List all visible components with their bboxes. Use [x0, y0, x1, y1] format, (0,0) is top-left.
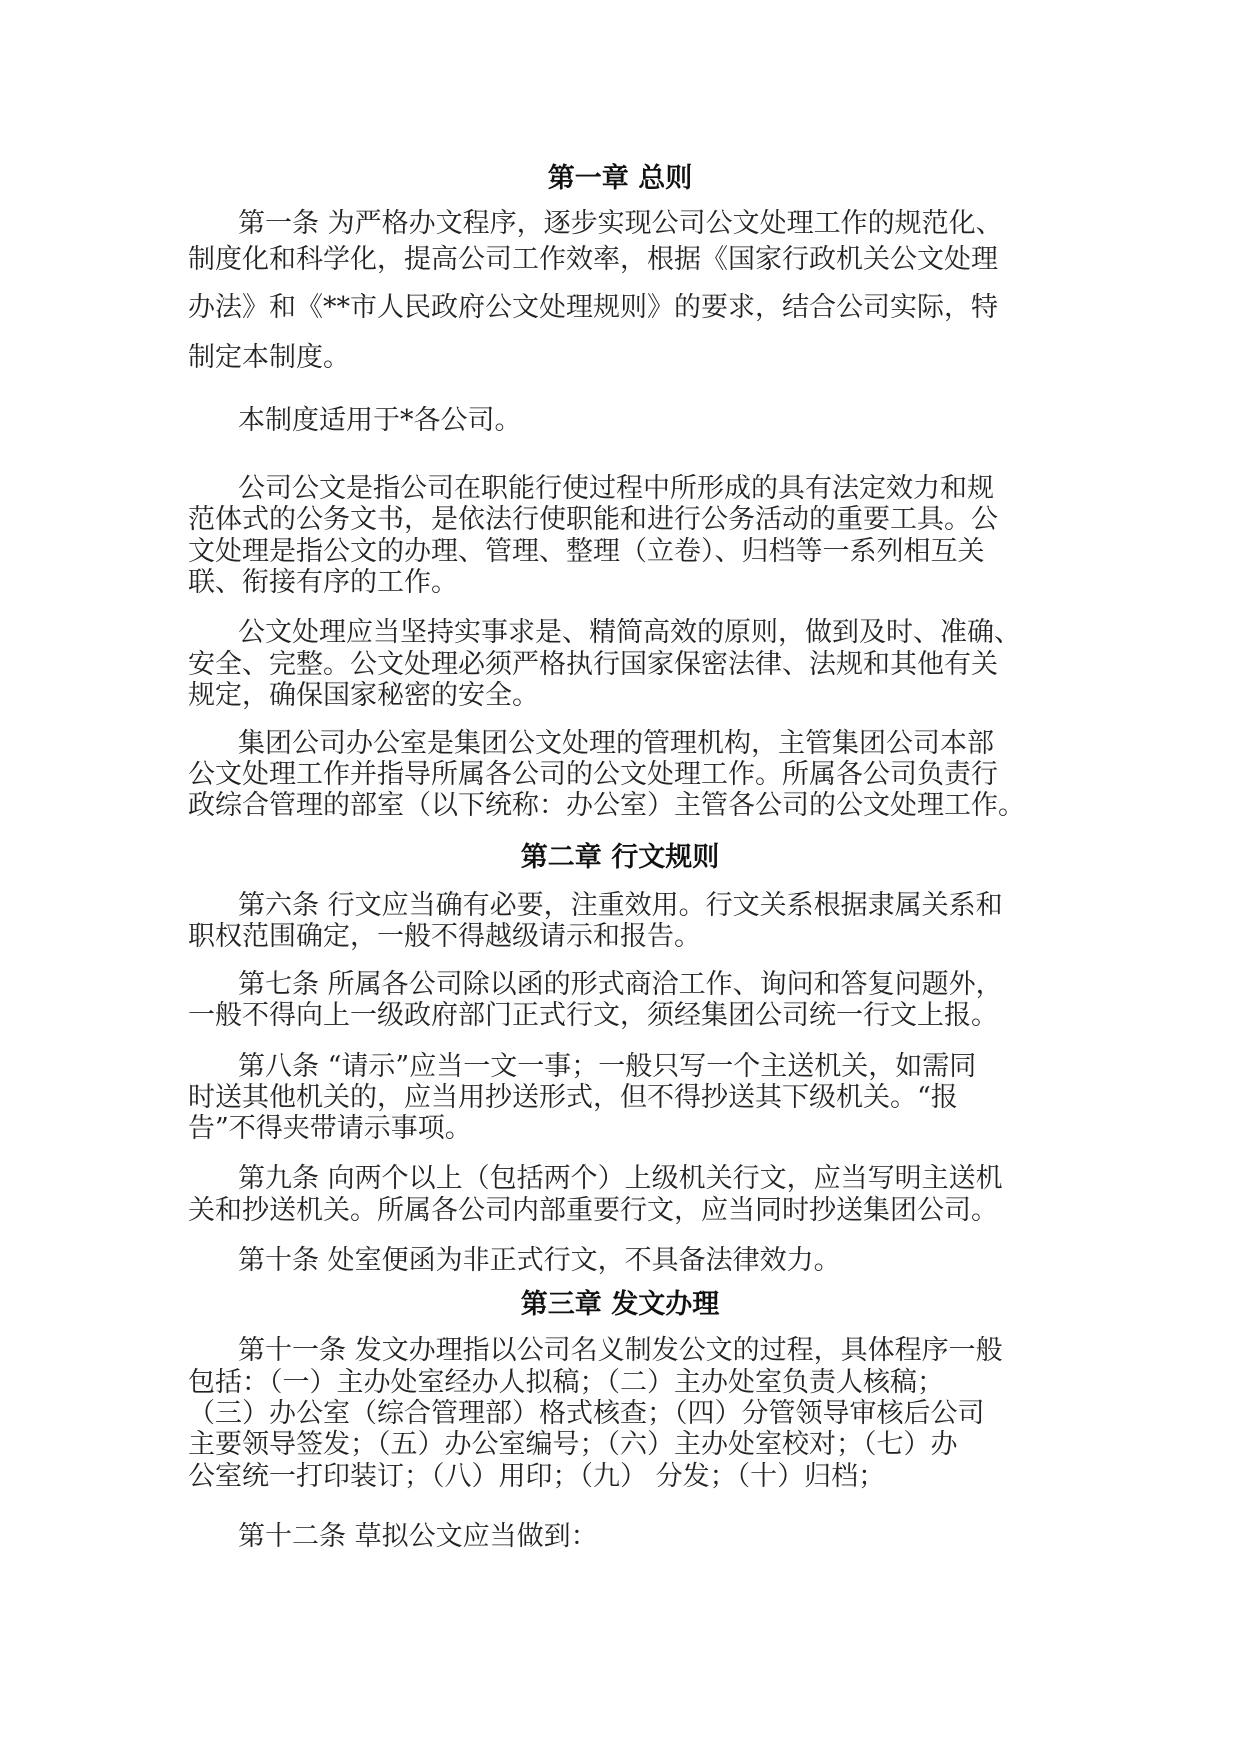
paragraph-10-line: 第十条 处室便函为非正式行文，不具备法律效力。 [238, 1245, 841, 1276]
paragraph-8-line: 时送其他机关的，应当用抄送形式，但不得抄送其下级机关。“报 [188, 1082, 958, 1113]
paragraph-3-line: 文处理是指公文的办理、管理、整理（立卷）、归档等一系列相互关 [188, 536, 985, 567]
paragraph-11-line: 公室统一打印装订；（八）用印；（九） 分发；（十）归档； [188, 1461, 886, 1492]
paragraph-11-line: （三）办公室（综合管理部）格式核查；（四）分管领导审核后公司 [188, 1398, 985, 1429]
paragraph-5-line: 集团公司办公室是集团公文处理的管理机构，主管集团公司本部 [238, 728, 994, 759]
chapter-heading-2: 第二章 行文规则 [520, 842, 720, 873]
paragraph-4-line: 安全、完整。公文处理必须严格执行国家保密法律、法规和其他有关 [188, 649, 998, 680]
paragraph-3-line: 范体式的公务文书，是依法行使职能和进行公务活动的重要工具。公 [188, 504, 998, 535]
paragraph-3-line: 公司公文是指公司在职能行使过程中所形成的具有法定效力和规 [238, 473, 994, 504]
paragraph-1-line: 办法》和《**市人民政府公文处理规则》的要求，结合公司实际，特 [188, 292, 998, 323]
paragraph-11-line: 第十一条 发文办理指以公司名义制发公文的过程，具体程序一般 [238, 1335, 1003, 1366]
paragraph-4-line: 公文处理应当坚持实事求是、精简高效的原则，做到及时、准确、 [238, 617, 1021, 648]
paragraph-9-line: 第九条 向两个以上（包括两个）上级机关行文，应当写明主送机 [238, 1163, 1003, 1194]
paragraph-11-line: 包括：（一）主办处室经办人拟稿；（二）主办处室负责人核稿； [188, 1367, 944, 1398]
paragraph-5-line: 政综合管理的部室（以下统称：办公室）主管各公司的公文处理工作。 [188, 790, 1025, 821]
paragraph-11-line: 主要领导签发；（五）办公室编号；（六）主办处室校对；（七）办 [188, 1429, 958, 1460]
paragraph-1-line: 制度化和科学化，提高公司工作效率，根据《国家行政机关公文处理 [188, 244, 998, 275]
paragraph-5-line: 公文处理工作并指导所属各公司的公文处理工作。所属各公司负责行 [188, 759, 998, 790]
paragraph-9-line: 关和抄送机关。所属各公司内部重要行文，应当同时抄送集团公司。 [188, 1195, 998, 1226]
paragraph-4-line: 规定，确保国家秘密的安全。 [188, 680, 539, 711]
chapter-heading-1: 第一章 总则 [547, 163, 693, 194]
paragraph-7-line: 第七条 所属各公司除以函的形式商洽工作、询问和答复问题外， [238, 969, 1003, 1000]
paragraph-8-line: 告”不得夹带请示事项。 [188, 1113, 472, 1144]
paragraph-6-line: 第六条 行文应当确有必要，注重效用。行文关系根据隶属关系和 [238, 890, 1003, 921]
chapter-heading-3: 第三章 发文办理 [520, 1289, 720, 1320]
paragraph-2-line: 本制度适用于*各公司。 [238, 405, 522, 436]
paragraph-6-line: 职权范围确定，一般不得越级请示和报告。 [188, 921, 701, 952]
paragraph-1-line: 第一条 为严格办文程序，逐步实现公司公文处理工作的规范化、 [238, 208, 1003, 239]
paragraph-3-line: 联、衔接有序的工作。 [188, 567, 458, 598]
paragraph-12-line: 第十二条 草拟公文应当做到： [238, 1521, 598, 1552]
paragraph-7-line: 一般不得向上一级政府部门正式行文，须经集团公司统一行文上报。 [188, 1000, 998, 1031]
paragraph-1-line: 制定本制度。 [188, 342, 350, 373]
paragraph-8-line: 第八条 “请示”应当一文一事；一般只写一个主送机关，如需同 [238, 1051, 977, 1082]
